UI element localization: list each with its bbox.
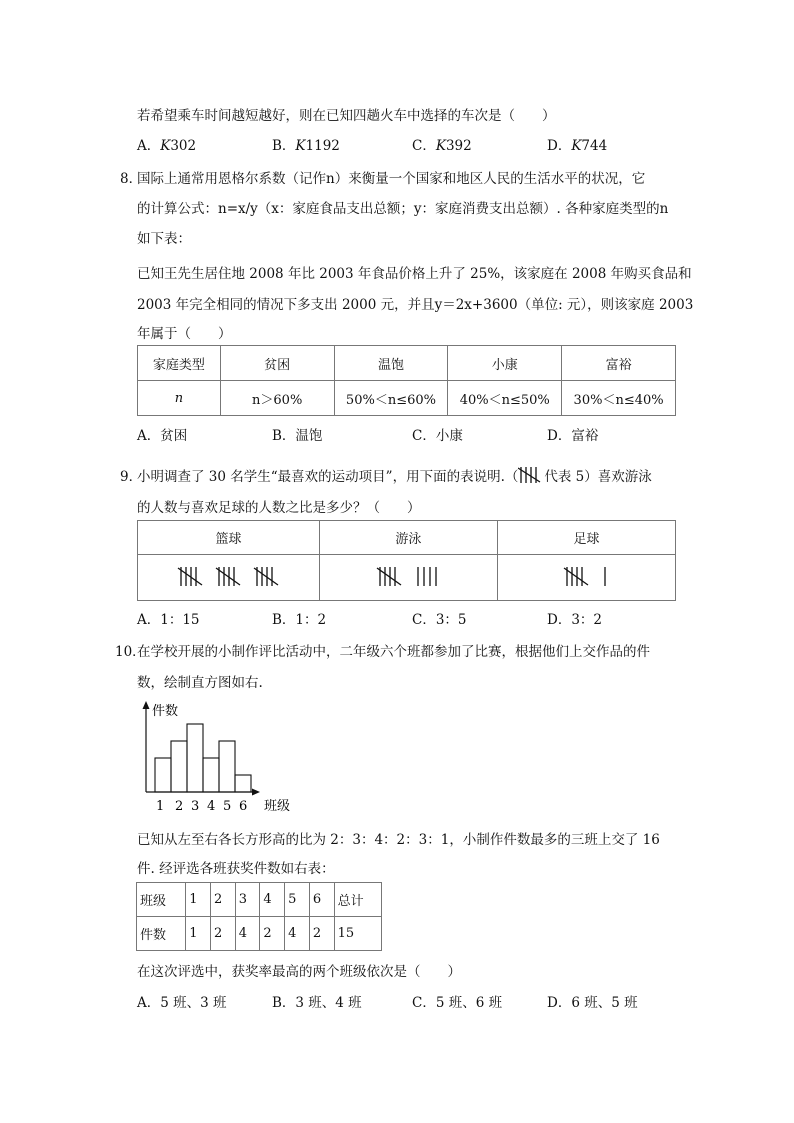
swimming-tally-marks — [333, 564, 483, 588]
q10-cell: 4 — [235, 917, 260, 951]
q9-tally-cell — [138, 555, 320, 601]
histogram-bars — [155, 724, 251, 792]
q10-option-c: C．5 班、6 班 — [412, 995, 503, 1011]
q8-line-3: 如下表： — [137, 231, 191, 247]
q9-options — [137, 608, 677, 628]
q10-cell: 件数 — [137, 917, 186, 951]
q8-value-cell: 40%＜n≤50% — [448, 381, 562, 416]
histogram-tick-labels — [156, 799, 247, 814]
q7-stem: 若希望乘车时间越短越好，则在已知四趟火车中选择的车次是（ ） — [137, 108, 556, 124]
q9-tally-cell — [497, 555, 675, 601]
q8-value-cell: n — [138, 381, 221, 416]
q9-tally-table — [137, 520, 676, 601]
q8-value-cell: n＞60% — [220, 381, 334, 416]
q8-header-cell: 温饱 — [334, 346, 448, 381]
q9-option-b: B．1：2 — [272, 612, 327, 628]
q8-option-b: B．温饱 — [272, 428, 323, 444]
histogram-bar — [235, 775, 251, 792]
q9-table-tally-row — [138, 555, 676, 601]
q9-tally-cell — [319, 555, 497, 601]
q8-line-6: 年属于（ ） — [137, 326, 232, 342]
q10-histogram — [136, 698, 306, 816]
q10-cell: 5 — [285, 883, 310, 917]
q8-header-cell: 贫困 — [220, 346, 334, 381]
q10-option-b: B．3 班、4 班 — [272, 995, 362, 1011]
q8-header-cell: 家庭类型 — [138, 346, 221, 381]
q9-header-football: 足球 — [497, 521, 675, 555]
q10-cell: 班级 — [137, 883, 186, 917]
q8-options — [137, 424, 677, 444]
q10-cell: 2 — [210, 917, 235, 951]
histogram-tick-label: 6 — [239, 799, 248, 814]
basketball-tally-marks — [153, 564, 303, 588]
q8-option-a: A．贫困 — [137, 428, 188, 444]
histogram-tick-label: 1 — [156, 799, 165, 814]
q9-option-d: D．3：2 — [547, 612, 603, 628]
q8-option-c: C．小康 — [412, 428, 463, 444]
q10-options — [137, 991, 677, 1011]
q9-number: 9． — [120, 469, 143, 485]
histogram-tick-label: 4 — [207, 799, 216, 814]
q10-line-2: 数，绘制直方图如右. — [137, 675, 263, 691]
q8-header-cell: 小康 — [448, 346, 562, 381]
q9-header-swimming: 游泳 — [319, 521, 497, 555]
histogram-bar — [171, 741, 187, 792]
histogram-bar — [203, 758, 219, 792]
q10-cell: 3 — [235, 883, 260, 917]
histogram-y-label: 件数 — [152, 704, 179, 719]
q10-award-table — [136, 882, 382, 951]
q10-number: 10． — [115, 644, 146, 660]
q10-cell: 1 — [186, 883, 211, 917]
q8-value-cell: 50%＜n≤60% — [334, 381, 448, 416]
histogram-bar — [219, 741, 235, 792]
q10-line-1: 在学校开展的小制作评比活动中，二年级六个班都参加了比赛，根据他们上交作品的件 — [137, 644, 650, 660]
q8-line-1: 国际上通常用恩格尔系数（记作n）来衡量一个国家和地区人民的生活水平的状况，它 — [137, 171, 646, 187]
q10-line-4: 件. 经评选各班获奖件数如右表： — [137, 861, 335, 877]
football-tally-marks — [511, 564, 661, 588]
x-axis-arrow-icon — [252, 789, 260, 796]
histogram-bar — [187, 724, 203, 792]
q7-options — [137, 134, 677, 154]
q8-table-header-row — [138, 346, 676, 381]
q10-cell: 2 — [260, 917, 285, 951]
q10-cell: 总计 — [334, 883, 381, 917]
q9-option-a: A．1：15 — [137, 612, 200, 628]
tally-five-icon — [518, 466, 544, 484]
q7-option-b: B．K1192 — [272, 138, 340, 154]
q8-line-5: 2003 年完全相同的情况下多支出 2000 元，并且y＝2x+3600（单位: 元），则该家庭 2003 — [137, 297, 694, 313]
q10-table-class-row — [137, 883, 382, 917]
q10-line-5: 在这次评选中，获奖率最高的两个班级依次是（ ） — [137, 964, 461, 980]
q8-engel-table — [137, 345, 676, 416]
q10-cell: 2 — [309, 917, 334, 951]
q7-option-c: C．K392 — [412, 138, 472, 154]
q10-cell: 4 — [260, 883, 285, 917]
histogram-tick-label: 5 — [223, 799, 232, 814]
y-axis-arrow-icon — [143, 701, 150, 709]
q9-option-c: C．3：5 — [412, 612, 467, 628]
histogram-bar — [155, 758, 171, 792]
q10-line-3: 已知从左至右各长方形高的比为 2：3：4：2：3：1，小制作件数最多的三班上交了 16 — [137, 832, 660, 848]
q10-option-d: D．6 班、5 班 — [547, 995, 638, 1011]
q7-option-a: A．K302 — [137, 138, 197, 154]
q8-number: 8． — [120, 171, 143, 187]
histogram-tick-label: 3 — [191, 799, 200, 814]
q10-cell: 15 — [334, 917, 381, 951]
q10-cell: 4 — [285, 917, 310, 951]
q8-table-value-row — [138, 381, 676, 416]
q7-option-d: D．K744 — [547, 138, 608, 154]
q10-cell: 1 — [186, 917, 211, 951]
q8-line-4: 已知王先生居住地 2008 年比 2003 年食品价格上升了 25%，该家庭在 2008 年购买食品和 — [137, 266, 692, 282]
q8-line-2: 的计算公式：n=x/y（x：家庭食品支出总额；y：家庭消费支出总额）. 各种家庭类型的n — [137, 201, 669, 217]
q9-header-basketball: 篮球 — [138, 521, 320, 555]
q8-option-d: D．富裕 — [547, 428, 599, 444]
histogram-tick-label: 2 — [175, 799, 184, 814]
histogram-x-label: 班级 — [264, 799, 291, 814]
q9-line-2: 的人数与喜欢足球的人数之比是多少？（ ） — [137, 500, 421, 516]
q10-option-a: A．5 班、3 班 — [137, 995, 227, 1011]
q9-table-header-row — [138, 521, 676, 555]
q10-cell: 6 — [309, 883, 334, 917]
q10-cell: 2 — [210, 883, 235, 917]
q9-line-1: 小明调查了 30 名学生“最喜欢的运动项目”，用下面的表说明.（ 代表 5）喜欢游泳 — [137, 465, 652, 485]
q8-value-cell: 30%＜n≤40% — [562, 381, 676, 416]
q10-table-count-row — [137, 917, 382, 951]
q8-header-cell: 富裕 — [562, 346, 676, 381]
